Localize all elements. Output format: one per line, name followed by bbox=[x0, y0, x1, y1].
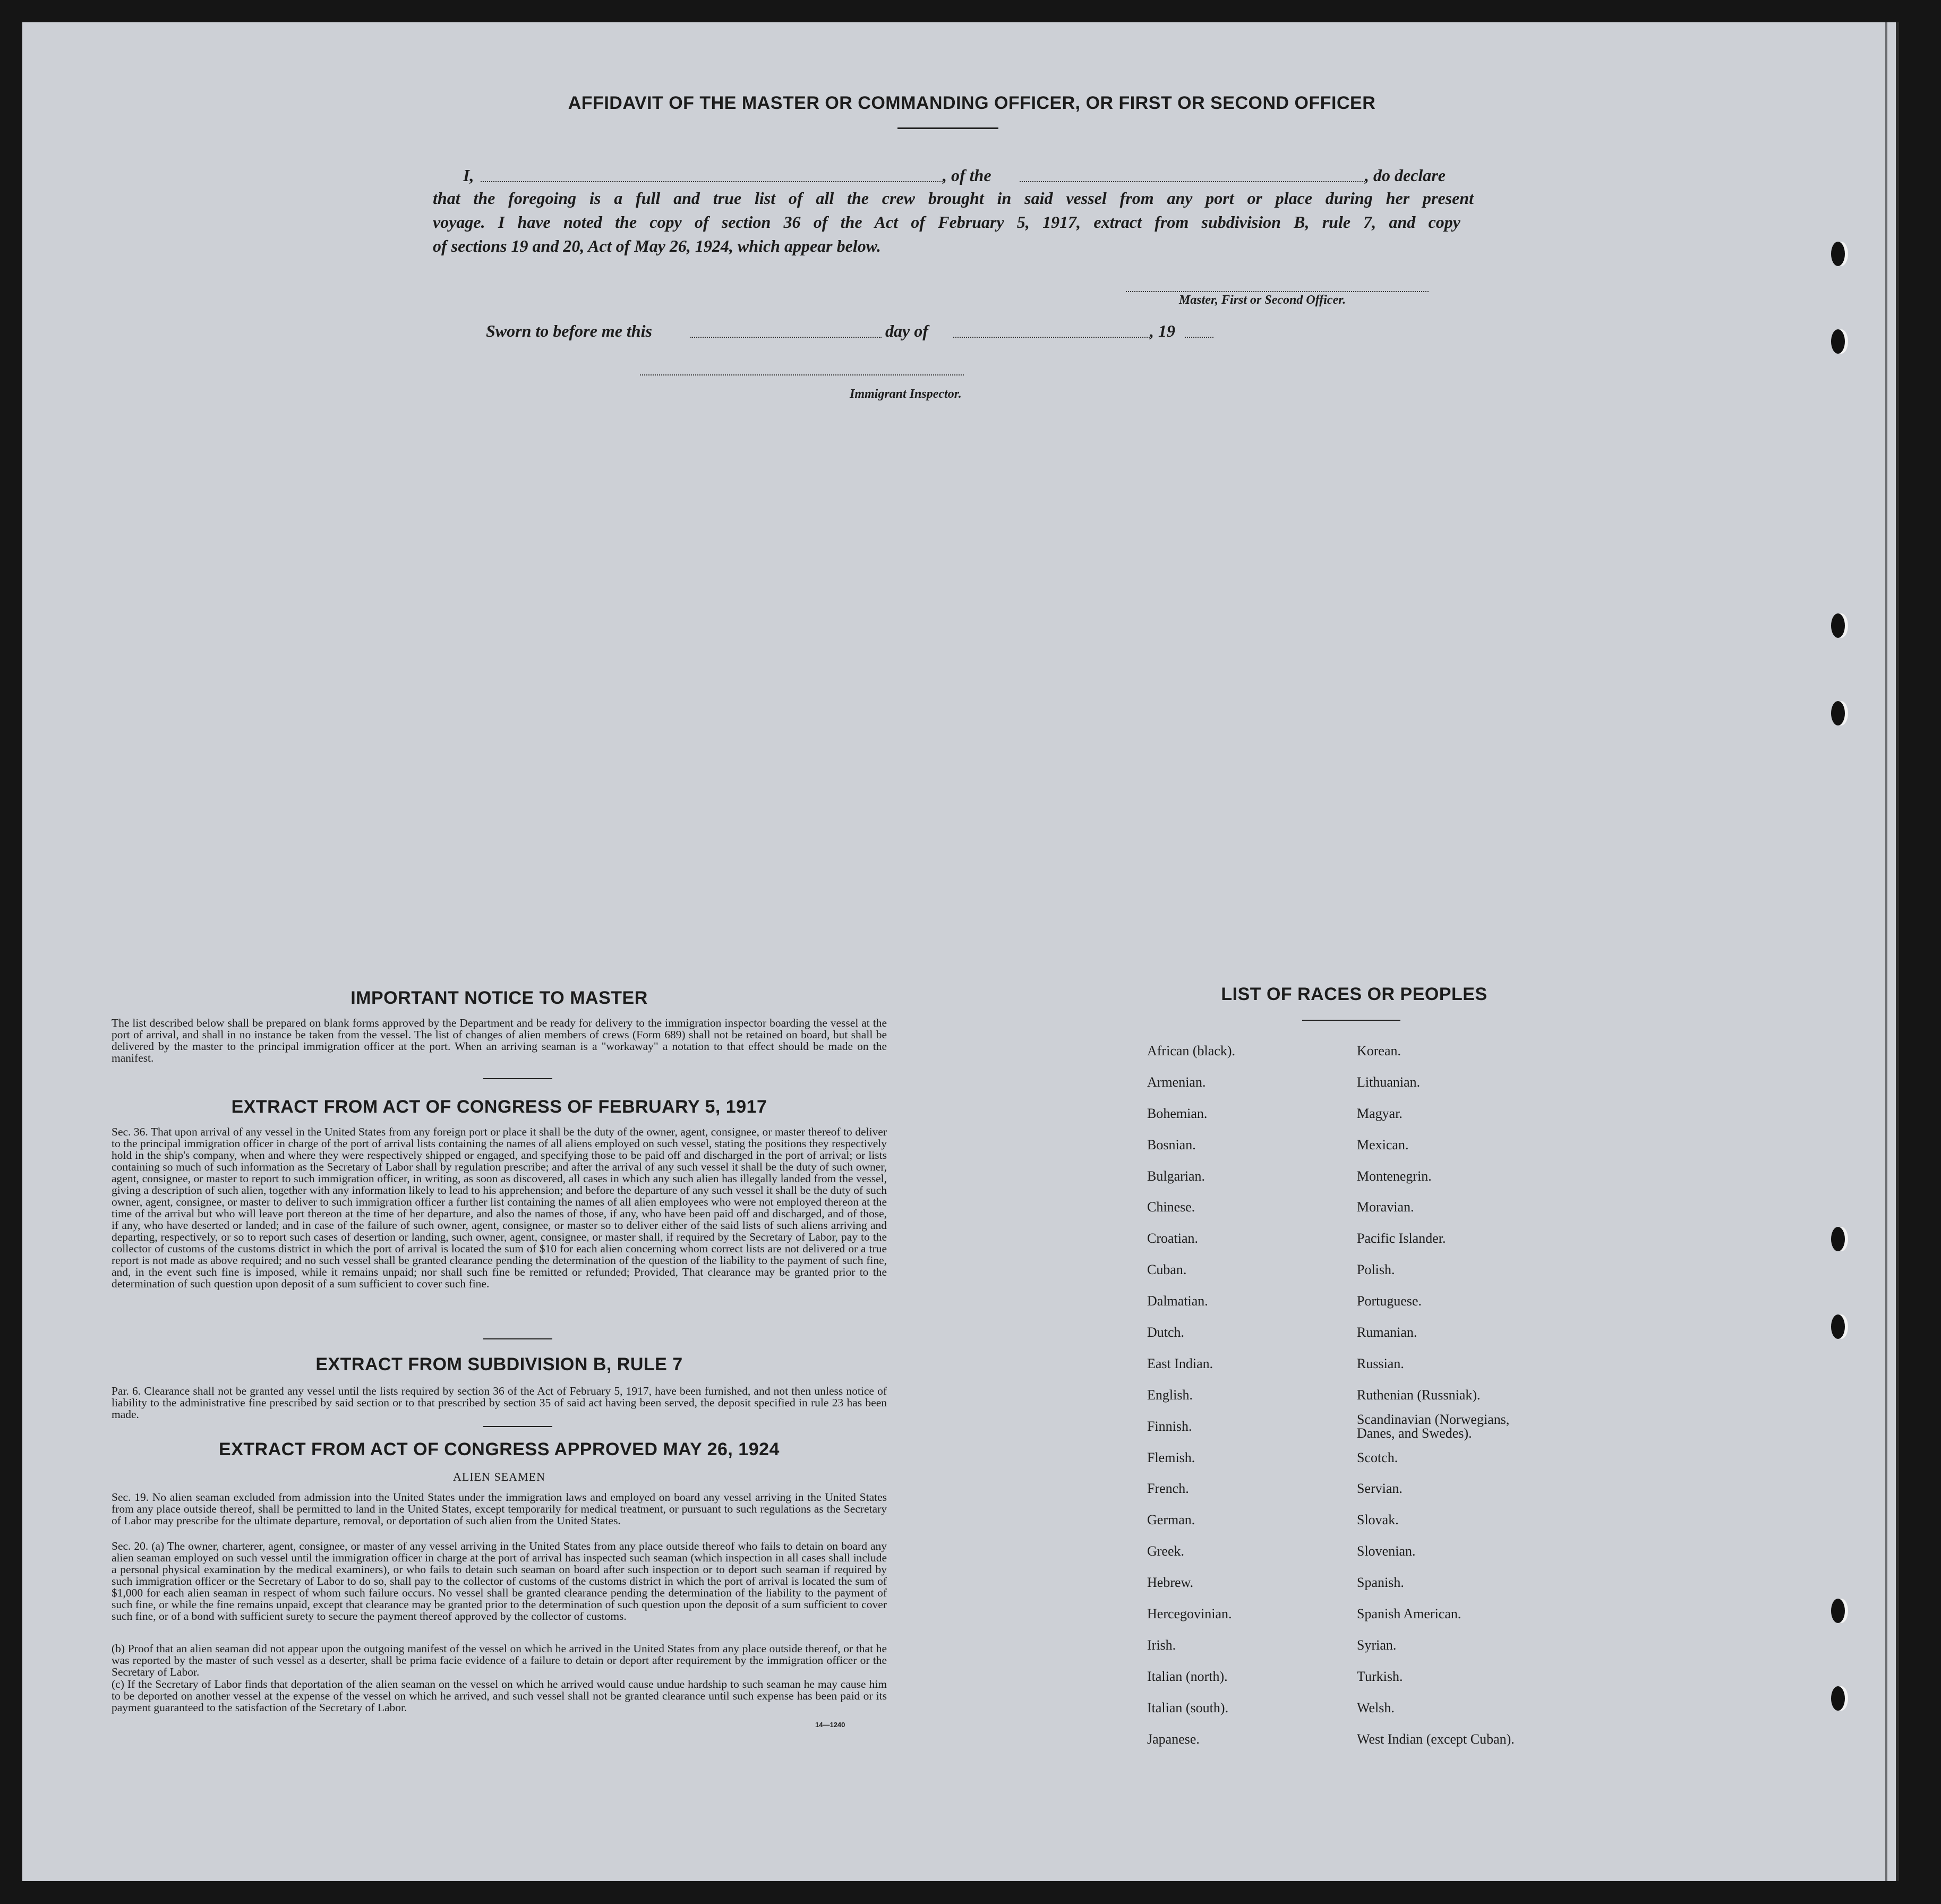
race-item: Slovenian. bbox=[1357, 1543, 1416, 1559]
title-underline bbox=[897, 127, 998, 129]
punch-hole bbox=[1831, 242, 1845, 266]
affidavit-line-2: that the foregoing is a full and true list of all the crew brought in said vessel from any port or place during her present bbox=[433, 189, 1474, 208]
sworn-day-field[interactable] bbox=[690, 337, 882, 338]
race-item: Rumanian. bbox=[1357, 1325, 1417, 1341]
race-item: Chinese. bbox=[1147, 1199, 1195, 1215]
race-item: Italian (north). bbox=[1147, 1668, 1228, 1684]
sworn-label: Sworn to before me this bbox=[486, 321, 652, 340]
race-item: Finnish. bbox=[1147, 1418, 1192, 1434]
affidavit-i-label: I, bbox=[463, 166, 474, 185]
race-item: Slovak. bbox=[1357, 1512, 1399, 1528]
race-item: French. bbox=[1147, 1481, 1189, 1497]
races-left-column bbox=[1147, 1036, 1235, 1755]
race-item: English. bbox=[1147, 1387, 1193, 1403]
race-item: Portuguese. bbox=[1357, 1293, 1422, 1309]
race-item: Korean. bbox=[1357, 1043, 1401, 1058]
punch-hole bbox=[1831, 1227, 1845, 1251]
race-item: Moravian. bbox=[1357, 1199, 1414, 1215]
race-item: Pacific Islander. bbox=[1357, 1231, 1446, 1246]
races-right-column bbox=[1357, 1036, 1537, 1755]
race-item: Bulgarian. bbox=[1147, 1168, 1205, 1184]
race-item: West Indian (except Cuban). bbox=[1357, 1731, 1515, 1747]
race-item: Ruthenian (Russniak). bbox=[1357, 1387, 1481, 1403]
race-item: Scandinavian (Norwegians, Danes, and Swedes). bbox=[1357, 1411, 1510, 1441]
form-number: 14—1240 bbox=[815, 1721, 845, 1729]
affidavit-line-3: voyage. I have noted the copy of section 36 of the Act of February 5, 1917, extract from subdivision B, rule 7, and copy bbox=[433, 212, 1460, 232]
race-item: Bosnian. bbox=[1147, 1137, 1196, 1152]
race-item: Lithuanian. bbox=[1357, 1074, 1421, 1090]
section-divider bbox=[483, 1426, 552, 1427]
race-item: Syrian. bbox=[1357, 1637, 1397, 1653]
inspector-signature-line[interactable] bbox=[640, 374, 964, 375]
punch-hole bbox=[1831, 613, 1845, 638]
sworn-month-field[interactable] bbox=[953, 337, 1150, 338]
punch-hole bbox=[1831, 329, 1845, 354]
punch-hole bbox=[1831, 1686, 1845, 1711]
race-item: Dalmatian. bbox=[1147, 1293, 1208, 1309]
race-item: Spanish American. bbox=[1357, 1606, 1461, 1622]
year-label: , 19 bbox=[1150, 321, 1175, 340]
affidavit-title: AFFIDAVIT OF THE MASTER OR COMMANDING OFFICER, OR FIRST OR SECOND OFFICER bbox=[568, 93, 1376, 113]
affidavit-line-1 bbox=[433, 163, 1474, 187]
punch-hole bbox=[1831, 1314, 1845, 1339]
race-item: Welsh. bbox=[1357, 1700, 1395, 1715]
races-title: LIST OF RACES OR PEOPLES bbox=[1221, 984, 1487, 1004]
race-item: Spanish. bbox=[1357, 1575, 1404, 1591]
punch-hole bbox=[1831, 701, 1845, 725]
race-item: Italian (south). bbox=[1147, 1700, 1229, 1715]
races-title-underline bbox=[1302, 1020, 1400, 1021]
race-item: Croatian. bbox=[1147, 1231, 1199, 1246]
race-item: African (black). bbox=[1147, 1043, 1236, 1058]
race-item: East Indian. bbox=[1147, 1355, 1213, 1371]
extract-1924-sec19: Sec. 19. No alien seaman excluded from admission into the United States under the immigration laws and employed on board any vessel arriving in the United States from any place outside thereof, shall be permitted to land in the United States, except temporarily for medical treatment, or pursuant to such regulations as the Secretary of Labor may prescribe for the ultimate departure, removal, or deportation of such alien from the United States. bbox=[112, 1491, 887, 1527]
of-the-label: , of the bbox=[943, 166, 991, 185]
extract-1924-sec20b: (b) Proof that an alien seaman did not appear upon the outgoing manifest of the vessel on which he arrived in the United States from any place outside thereof, or that he was reported by the master of such vessel as a deserter, shall be prima facie evidence of a failure to detain or deport after requirement by the immigration officer or the Secretary of Labor. bbox=[112, 1642, 887, 1678]
extract-1917-body: Sec. 36. That upon arrival of any vessel in the United States from any foreign port or place it shall be the duty of the owner, agent, consignee, or master thereof to deliver to the principal immigration officer in charge of the port of arrival lists containing the names of all aliens employed on such vessel, stating the positions they respectively hold in the ship's company, when and where they were respectively shipped or engaged, and specifying those to be paid off and discharged in the port of arrival; or lists containing so much of such information as the Secretary of Labor shall by regulation prescribe; and after the arrival of any such vessel it shall be the duty of such owner, agent, consignee, or master to report to such immigration officer, in writing, as soon as discovered, all cases in which any such alien has illegally landed from the vessel, giving a description of such alien, together with any information likely to lead to his apprehension; and before the departure of any such vessel it shall be the duty of such owner, agent, consignee, or master to deliver to such immigration officer a further list containing the names of all alien employees who were not employed thereon at the time of the arrival but who will leave port thereon at the time of her departure, and also the names of those, if any, who have been paid off and discharged, and of those, if any, who have deserted or landed; and in case of the failure of such owner, agent, consignee, or master so to deliver either of the said lists of such aliens arriving and departing, respectively, or so to report such cases of desertion or landing, such owner, agent, consignee, or master shall, if required by the Secretary of Labor, pay to the collector of customs of the customs district in which the port of arrival is located the sum of $10 for each alien concerning whom correct lists are not delivered or a true report is not made as above required; and no such vessel shall be granted clearance pending the determination of the question of the liability to the payment of such fine, and, in the event such fine is imposed, while it remains unpaid; nor shall such fine be remitted or refunded; Provided, That clearance may be granted prior to the determination of such question upon deposit of a sum sufficient to cover such fine. bbox=[112, 1125, 887, 1290]
race-item: Hercegovinian. bbox=[1147, 1606, 1232, 1622]
race-item: Montenegrin. bbox=[1357, 1168, 1432, 1184]
race-item: Bohemian. bbox=[1147, 1105, 1208, 1121]
binding-edge bbox=[1896, 22, 1899, 1881]
race-item: Scotch. bbox=[1357, 1449, 1398, 1465]
race-item: Hebrew. bbox=[1147, 1575, 1194, 1591]
race-item: Turkish. bbox=[1357, 1668, 1403, 1684]
race-item: Mexican. bbox=[1357, 1137, 1409, 1152]
vessel-name-field[interactable] bbox=[1020, 181, 1365, 182]
officer-signature-caption: Master, First or Second Officer. bbox=[1179, 293, 1346, 307]
sworn-year-field[interactable] bbox=[1185, 337, 1213, 338]
sworn-line bbox=[486, 319, 1229, 343]
race-item: Cuban. bbox=[1147, 1262, 1187, 1278]
race-item: Flemish. bbox=[1147, 1449, 1195, 1465]
do-declare-label: , do declare bbox=[1365, 166, 1446, 185]
rule7-body: Par. 6. Clearance shall not be granted any vessel until the lists required by section 36 of the Act of February 5, 1917, have been furnished, and not then unless notice of liability to the administrative fine prescribed by said section or to that prescribed by section 35 of said act having been served, the deposit specified in rule 23 has been made. bbox=[112, 1385, 887, 1421]
inspector-caption: Immigrant Inspector. bbox=[850, 387, 962, 401]
race-item: Dutch. bbox=[1147, 1325, 1185, 1341]
alien-seamen-subtitle: ALIEN SEAMEN bbox=[453, 1470, 545, 1483]
notice-title: IMPORTANT NOTICE TO MASTER bbox=[350, 988, 648, 1008]
day-of-label: day of bbox=[885, 321, 928, 340]
race-item: Irish. bbox=[1147, 1637, 1176, 1653]
extract-1917-title: EXTRACT FROM ACT OF CONGRESS OF FEBRUARY 5, 1917 bbox=[231, 1097, 767, 1117]
declarant-name-field[interactable] bbox=[481, 181, 943, 182]
race-item: Polish. bbox=[1357, 1262, 1395, 1278]
binding-rule bbox=[1885, 22, 1887, 1881]
rule7-title: EXTRACT FROM SUBDIVISION B, RULE 7 bbox=[315, 1354, 683, 1374]
extract-1924-sec20a: Sec. 20. (a) The owner, charterer, agent, consignee, or master of any vessel arriving in the United States from any place outside thereof who fails to detain on board any alien seaman employed on such vessel until the immigration officer in charge at the port of arrival has inspected such seaman (which inspection in all cases shall include a personal physical examination by the medical examiners), or who fails to detain such seaman on board after such inspection or to deport such seaman if required by such immigration officer or the Secretary of Labor to do so, shall pay to the collector of customs of the customs district in which the port of arrival is located the sum of $1,000 for each alien seaman in respect of whom such failure occurs. No vessel shall be granted clearance pending the determination of the liability to the payment of such fine, or while the fine remains unpaid, except that clearance may be granted prior to the determination of such question upon the deposit of a sum sufficient to cover such fine, or of a bond with sufficient surety to secure the payment thereof approved by the collector of customs. bbox=[112, 1540, 887, 1623]
notice-body: The list described below shall be prepared on blank forms approved by the Department and be ready for delivery to the immigration inspector boarding the vessel at the port of arrival, and shall in no instance be taken from the vessel. The list of changes of alien members of crews (Form 689) shall not be retained on board, but shall be delivered by the master to the principal immigration officer at the port. When an arriving seaman is a "workaway" a notation to that effect should be made on the manifest. bbox=[112, 1017, 887, 1064]
extract-1924-title: EXTRACT FROM ACT OF CONGRESS APPROVED MAY 26, 1924 bbox=[219, 1439, 780, 1459]
race-item: Russian. bbox=[1357, 1355, 1404, 1371]
race-item: Armenian. bbox=[1147, 1074, 1206, 1090]
section-divider bbox=[483, 1078, 552, 1079]
section-divider bbox=[483, 1338, 552, 1339]
extract-1924-sec20c: (c) If the Secretary of Labor finds that deportation of the alien seaman on the vessel on which he arrived would cause undue hardship to such seaman he may cause him to be deported on another vessel at the expense of the vessel on which he arrived, and such vessel shall not be granted clearance until such expense has been paid or its payment guaranteed to the satisfaction of the Secretary of Labor. bbox=[112, 1678, 887, 1714]
punch-hole bbox=[1831, 1599, 1845, 1623]
race-item: Magyar. bbox=[1357, 1105, 1403, 1121]
affidavit-line-4: of sections 19 and 20, Act of May 26, 1924, which appear below. bbox=[433, 236, 881, 255]
race-item: German. bbox=[1147, 1512, 1195, 1528]
race-item: Japanese. bbox=[1147, 1731, 1200, 1747]
race-item: Servian. bbox=[1357, 1481, 1403, 1497]
race-item: Greek. bbox=[1147, 1543, 1185, 1559]
